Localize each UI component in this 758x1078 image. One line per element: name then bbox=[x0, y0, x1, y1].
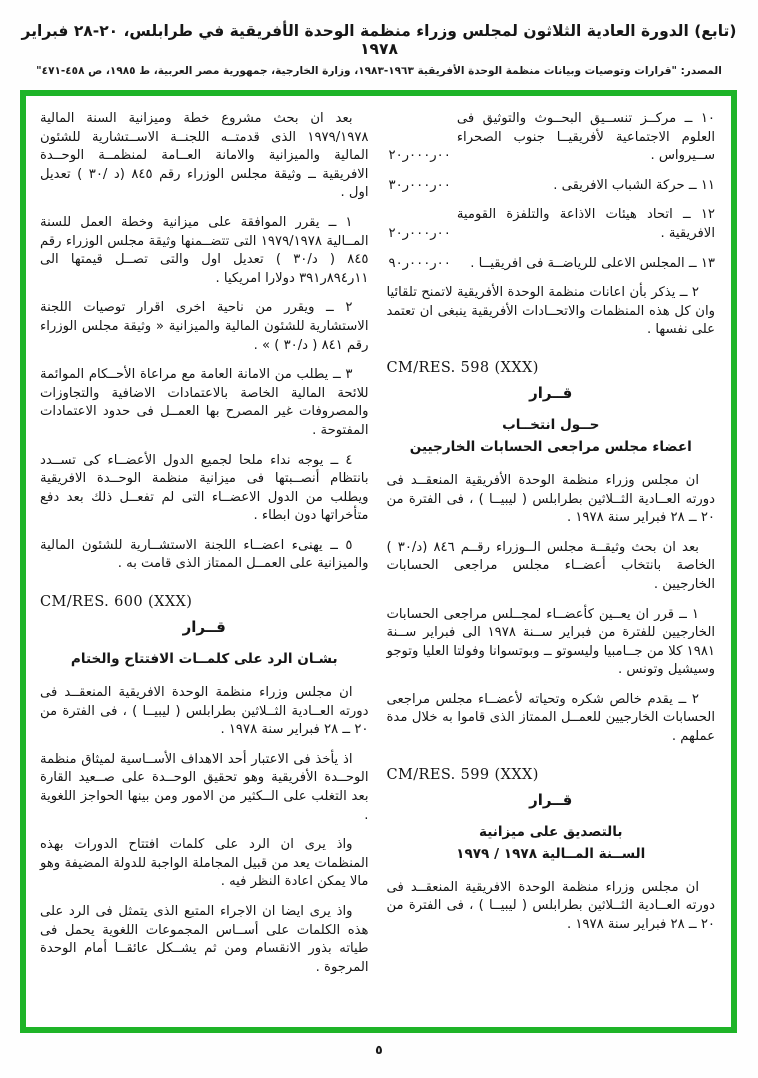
resolution-598-section bbox=[387, 360, 716, 747]
resolution-title-line-1: بشـان الرد على كلمــات الافتتاح والختام bbox=[70, 651, 338, 668]
budget-item-number: ١٣ ــ bbox=[688, 255, 715, 271]
budget-item-amount: ٠٠ر٠٠٠ر٢٠ bbox=[388, 148, 451, 164]
resolution-code-599: CM/RES. 599 (XXX) bbox=[386, 766, 539, 783]
budget-item-amount: ٠٠ر٠٠٠ر٣٠ bbox=[388, 177, 451, 193]
budget-item-label bbox=[451, 177, 715, 196]
budget-item-label bbox=[451, 255, 715, 274]
paragraph: ٢ ــ يقدم خالص شكره وتحياته لأعضــاء مجلس مراجعى الحسابات الخارجيين للعمــل الممتاز الذى قاموا به خلال مدة عملهم . bbox=[386, 691, 715, 745]
budget-item-text: اتحاد هيئات الاذاعة والتلفزة القومية الافريقية . bbox=[456, 207, 715, 241]
budget-item-amount: ٠٠ر٠٠٠ر٢٠ bbox=[388, 225, 451, 241]
resolution-title-line-2: الســنة المــالية ١٩٧٨ / ١٩٧٩ bbox=[456, 845, 646, 862]
paragraph: ٣ ــ يطلب من الامانة العامة مع مراعاة الأحــكام الموائمة للائحة المالية الخاصة بالاعتمادات الاضافية والتجاوزات والمصروفات غير المصرح بها العمــل فى حدود الاعتمادات المفتوحة . bbox=[40, 367, 369, 438]
decision-word: قــرار bbox=[529, 383, 573, 402]
page-number: ٥ bbox=[375, 1042, 383, 1057]
page-header-source: المصدر: "قرارات وتوصيات وبيانات منظمة الوحدة الأفريقية ١٩٦٣-١٩٨٣، وزارة الخارجية، جمهورية مصر العربية، ط ١٩٨٥، ص ٤٥٨-٤٧١" bbox=[36, 65, 722, 77]
resolution-title bbox=[40, 648, 369, 670]
resolution-title bbox=[387, 821, 716, 865]
left-column bbox=[40, 110, 369, 1021]
budget-item-number: ١٢ ــ bbox=[682, 207, 715, 223]
page-header-title: (تابع) الدورة العادية الثلاثون لمجلس وزراء منظمة الوحدة الأفريقية في طرابلس، ٢٠-٢٨ فبراير ١٩٧٨ bbox=[21, 22, 737, 58]
paragraph: اذ يأخذ فى الاعتبار أحد الاهداف الأســاسية لميثاق منظمة الوحــدة الأفريقية وهو تحقيق الوحــدة على صــعيد القارة بعد التغلب على الــكثير من الامور ومن بينها الحواجز اللغوية . bbox=[40, 751, 369, 823]
paragraph: بعد ان بحث وثيقــة مجلس الــوزراء رقــم ٨٤٦ (د/٣٠ ) الخاصة بانتخاب أعضــاء مجلس مراجعى الحسابات الخارجيين . bbox=[386, 539, 715, 592]
resolution-title-line-1: حــول انتخــاب bbox=[502, 416, 600, 433]
resolution-title-line-2: اعضاء مجلس مراجعى الحسابات الخارجيين bbox=[409, 438, 692, 455]
decision-word: قــرار bbox=[529, 790, 573, 809]
budget-item-row bbox=[387, 177, 716, 196]
budget-item-text: حركة الشباب الافريقى . bbox=[553, 177, 685, 193]
resolution-600-section bbox=[40, 594, 369, 977]
page-header bbox=[0, 22, 758, 77]
paragraph: ان مجلس وزراء منظمة الوحدة الافريقية المنعقــد فى دورته العــادية الثــلاثين بطرابلس ( ليبيــا ) ، فى الفترة من ٢٠ ــ ٢٨ فبراير سنة ١٩٧٨ . bbox=[386, 879, 715, 932]
paragraph: ٤ ــ يوجه نداء ملحا لجميع الدول الأعضــاء كى تســدد بانتظام أنصــبتها فى ميزانية منظمة الوحــدة الافريقية ويطلب من الدول الاعضــاء التى لم تفعــل ذلك بعد دفع متأخراتها دون ابطاء . bbox=[40, 452, 369, 524]
resolution-599-section bbox=[387, 767, 716, 935]
paragraph: ان مجلس وزراء منظمة الوحدة الأفريقية المنعقــد فى دورته العــادية الثــلاثين بطرابلس ( ليبيــا ) ، فى الفترة من ٢٠ ــ ٢٨ فبراير سنة ١٩٧٨ . bbox=[386, 472, 715, 526]
budget-item-text: مركــز تنســيق البحــوث والتوثيق فى العلوم الاجتماعية لأفريقيــا جنوب الصحراء ســيرواس . bbox=[456, 111, 715, 164]
page-frame bbox=[20, 90, 737, 1033]
paragraph: واذ يرى ايضا ان الاجراء المتبع الذى يتمثل فى الرد على هذه الكلمات على أســاس المجموعات اللغوية يحمل فى طياته بذور الانقسام ومن ثم يشــكل عائقــا أمام الوحدة المرجوة . bbox=[40, 904, 369, 975]
resolution-title bbox=[387, 414, 716, 458]
budget-item-number: ١١ ــ bbox=[688, 177, 715, 193]
budget-item-label bbox=[451, 110, 715, 166]
paragraph: بعد ان بحث مشروع خطة وميزانية السنة المالية ١٩٧٩/١٩٧٨ الذى قدمتــه اللجنــة الاســتشارية للشئون المالية والميزانية والامانة العــامة لمنظمــة الوحــدة الافريقية ــ وثيقة مجلس الوزراء رقم ٨٤٥ (د /٣٠ ) تعديل اول . bbox=[40, 111, 369, 201]
budget-item-row bbox=[387, 255, 716, 274]
budget-item-amount: ٠٠ر٠٠٠ر٩٠ bbox=[388, 255, 451, 271]
resolution-title-line-1: بالتصديق على ميزانية bbox=[479, 823, 623, 840]
resolution-code-598: CM/RES. 598 (XXX) bbox=[386, 359, 539, 376]
paragraph: ١ ــ قرر ان يعــين كأعضــاء لمجــلس مراجعى الحسابات الخارجيين للفترة من فبراير ســنة ١٩٧٨ الى فبراير ســنة ١٩٨١ كلا من جــامبيا وليسوتو ــ وبوتسوانا وفولتا العليا وتوجو وسيشيل وتونس . bbox=[386, 606, 716, 678]
budget-item-label bbox=[451, 206, 715, 243]
paragraph: ٥ ــ يهنىء اعضــاء اللجنة الاستشــارية للشئون المالية والميزانية على العمــل الممتاز الذى قامت به . bbox=[40, 537, 369, 572]
resolution-code-600: CM/RES. 600 (XXX) bbox=[40, 594, 193, 611]
note-paragraph: ٢ ــ يذكر بأن اعانات منظمة الوحدة الأفريقية لاتمنح تلقائيا وان كل هذه المنظمات والاتحــادات الأفريقية ينبغى ان تعتمد على نفسها . bbox=[386, 285, 715, 338]
budget-item-row bbox=[387, 206, 716, 243]
decision-word: قــرار bbox=[182, 618, 226, 637]
paragraph: ١ ــ يقرر الموافقة على ميزانية وخطة العمل للسنة المــالية ١٩٧٩/١٩٧٨ التى تتضــمنها وثيقة مجلس الوزراء رقم ٨٤٥ ( د/٣٠ ) تعديل اول والتى تصــل قيمتها الى ١١ر٨٩٤ر٣٩١ دولارا امريكيا . bbox=[40, 214, 369, 286]
budget-item-number: ١٠ ــ bbox=[684, 111, 715, 126]
paragraph: واذ يرى ان الرد على كلمات افتتاح الدورات بهذه المنظمات يعد من قبيل المجاملة الواجبة للدولة المضيفة وهو مالا يمكن اعادة النظر فيه . bbox=[40, 837, 369, 890]
budget-item-row bbox=[387, 110, 716, 166]
budget-item-text: المجلس الاعلى للرياضــة فى افريقيــا . bbox=[470, 255, 685, 271]
paragraph: ان مجلس وزراء منظمة الوحدة الافريقية المنعقــد فى دورته العــادية الثــلاثين بطرابلس ( ليبيــا ) ، فى الفترة من ٢٠ ــ ٢٨ فبراير سنة ١٩٧٨ . bbox=[40, 685, 369, 738]
paragraph: ٢ ــ ويقرر من ناحية اخرى اقرار توصيات اللجنة الاستشارية للشئون المالية والميزانية « وثيقة مجلس الوزراء رقم ٨٤١ ( د/٣٠ ) » . bbox=[40, 300, 369, 353]
right-column bbox=[387, 110, 716, 1021]
frame-content bbox=[26, 96, 731, 1027]
